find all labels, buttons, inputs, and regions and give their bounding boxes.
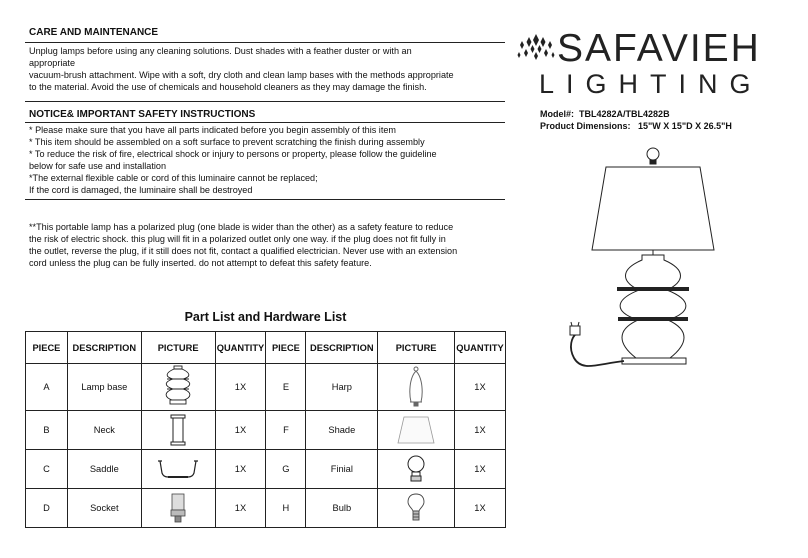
model-label: Model#: xyxy=(540,109,575,119)
picture-cell xyxy=(141,411,215,450)
piece-cell: H xyxy=(266,489,306,528)
description-cell: Socket xyxy=(67,489,141,528)
finial-icon xyxy=(378,454,454,484)
column-header: QUANTITY xyxy=(215,332,266,364)
shade-icon xyxy=(378,415,454,445)
dims-value: 15"W X 15"D X 26.5"H xyxy=(638,121,732,131)
divider xyxy=(25,122,505,123)
piece-cell: G xyxy=(266,450,306,489)
part-list-title: Part List and Hardware List xyxy=(184,310,347,324)
parts-table xyxy=(25,331,506,528)
divider xyxy=(25,101,505,102)
safety-line: below for safe use and installation xyxy=(29,161,166,171)
chandelier-logo-icon xyxy=(516,28,556,64)
quantity-cell: 1X xyxy=(454,411,505,450)
model-value: TBL4282A/TBL4282B xyxy=(579,109,670,119)
quantity-cell: 1X xyxy=(215,450,266,489)
column-header: PICTURE xyxy=(141,332,215,364)
picture-cell xyxy=(378,489,455,528)
picture-cell xyxy=(141,364,215,411)
lamp-base-icon xyxy=(142,364,215,410)
safety-line: * This item should be assembled on a soft surface to prevent scratching the finish during assembly xyxy=(29,137,425,147)
model-number xyxy=(540,109,670,119)
plug-warning-text xyxy=(29,221,457,269)
quantity-cell: 1X xyxy=(215,489,266,528)
divider xyxy=(25,42,505,43)
quantity-cell: 1X xyxy=(454,450,505,489)
description-cell: Shade xyxy=(306,411,378,450)
picture-cell xyxy=(141,450,215,489)
dims-label: Product Dimensions: xyxy=(540,121,631,131)
column-header: PICTURE xyxy=(378,332,455,364)
saddle-icon xyxy=(142,457,215,481)
quantity-cell: 1X xyxy=(454,364,505,411)
table-row xyxy=(26,450,506,489)
harp-icon xyxy=(378,366,454,408)
plug-warning-line: cord unless the plug can be fully inserted. do not attempt to defeat this safety feature. xyxy=(29,258,372,268)
brand-subtitle: LIGHTING xyxy=(539,69,763,99)
description-cell: Lamp base xyxy=(67,364,141,411)
picture-cell xyxy=(378,411,455,450)
care-line: Unplug lamps before using any cleaning solutions. Dust shades with a feather duster or with an xyxy=(29,46,412,56)
description-cell: Finial xyxy=(306,450,378,489)
divider xyxy=(25,199,505,200)
table-header-row xyxy=(26,332,506,364)
product-dimensions xyxy=(540,121,732,131)
safety-line: * Please make sure that you have all parts indicated before you begin assembly of this item xyxy=(29,125,396,135)
description-cell: Bulb xyxy=(306,489,378,528)
piece-cell: F xyxy=(266,411,306,450)
description-cell: Neck xyxy=(67,411,141,450)
piece-cell: E xyxy=(266,364,306,411)
safety-line: *The external flexible cable or cord of this luminaire cannot be replaced; xyxy=(29,173,318,183)
table-row xyxy=(26,364,506,411)
quantity-cell: 1X xyxy=(215,364,266,411)
bulb-icon xyxy=(378,492,454,524)
column-header: DESCRIPTION xyxy=(306,332,378,364)
column-header: DESCRIPTION xyxy=(67,332,141,364)
column-header: PIECE xyxy=(266,332,306,364)
socket-icon xyxy=(142,492,215,524)
table-row xyxy=(26,489,506,528)
plug-warning-line: **This portable lamp has a polarized plug (one blade is wider than the other) as a safety feature to reduce xyxy=(29,222,454,232)
neck-icon xyxy=(142,414,215,446)
lamp-illustration xyxy=(552,142,722,377)
picture-cell xyxy=(378,364,455,411)
description-cell: Harp xyxy=(306,364,378,411)
table-row xyxy=(26,411,506,450)
plug-warning-line: the risk of electric shock. this plug will fit in a polarized outlet only one way. if the plug does not fit fully in xyxy=(29,234,446,244)
care-line: to the material. Avoid the use of chemicals and household cleaners as they may damage the finish. xyxy=(29,82,427,92)
brand-name: SAFAVIEH xyxy=(557,27,761,70)
piece-cell: D xyxy=(26,489,68,528)
safety-heading: NOTICE& IMPORTANT SAFETY INSTRUCTIONS xyxy=(29,109,256,120)
safety-line: * To reduce the risk of fire, electrical shock or injury to persons or property, please follow the guideline xyxy=(29,149,437,159)
piece-cell: C xyxy=(26,450,68,489)
piece-cell: A xyxy=(26,364,68,411)
care-text xyxy=(29,45,454,93)
safety-line: If the cord is damaged, the luminaire shall be destroyed xyxy=(29,185,253,195)
care-line: vacuum-brush attachment. Wipe with a soft, dry cloth and clean lamp bases with the methods appropriate xyxy=(29,70,454,80)
care-line: appropriate xyxy=(29,58,76,68)
picture-cell xyxy=(141,489,215,528)
picture-cell xyxy=(378,450,455,489)
care-heading: CARE AND MAINTENANCE xyxy=(29,27,159,38)
quantity-cell: 1X xyxy=(454,489,505,528)
column-header: PIECE xyxy=(26,332,68,364)
quantity-cell: 1X xyxy=(215,411,266,450)
description-cell: Saddle xyxy=(67,450,141,489)
safety-text xyxy=(29,124,437,196)
column-header: QUANTITY xyxy=(454,332,505,364)
plug-warning-line: the outlet, reverse the plug, if it still does not fit, contact a qualified electrician. Never use with an extension xyxy=(29,246,458,256)
piece-cell: B xyxy=(26,411,68,450)
